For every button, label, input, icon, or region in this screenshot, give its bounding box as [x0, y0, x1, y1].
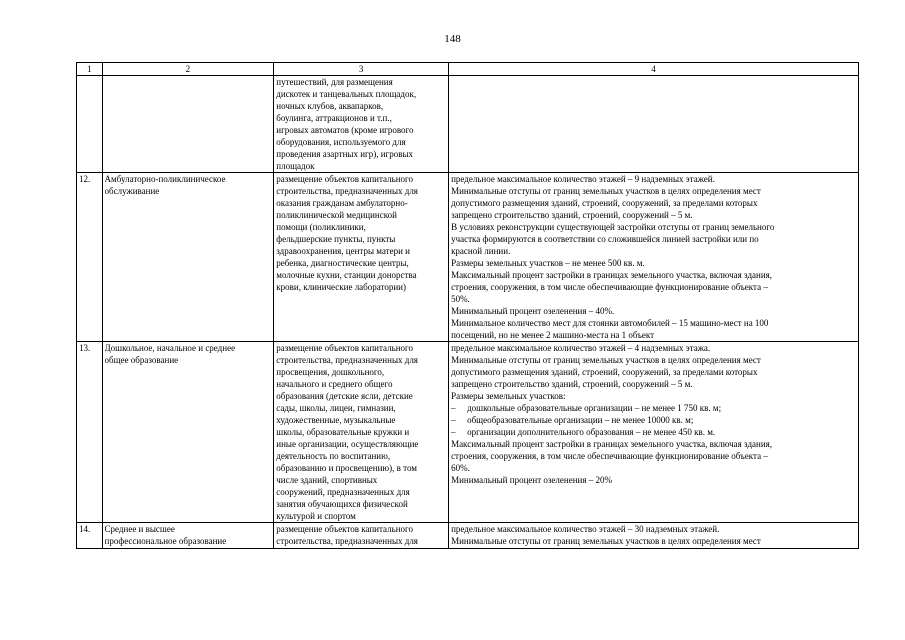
parameters-line: запрещено строительство зданий, строений, сооружений – 5 м. — [451, 210, 693, 220]
parameters-line: 60%. — [451, 463, 470, 473]
use-description-line: молочные кухни, станции донорства — [276, 270, 417, 280]
parameters-line: 50%. — [451, 294, 470, 304]
use-description-line: поликлинической медицинской — [276, 210, 397, 220]
use-type-name-line: профессиональное образование — [104, 536, 227, 546]
use-description-line: образованию и просвещению), в том — [276, 463, 417, 473]
parameters-line: Минимальные отступы от границ земельных участков в целях определения мест — [451, 536, 761, 546]
use-description-line: боулинга, аттракционов и т.п., — [276, 113, 392, 123]
use-description-line: размещение объектов капитального — [276, 174, 413, 184]
list-item-text: дошкольные образовательные организации – не менее 1 750 кв. м; — [467, 403, 722, 413]
parameters-line: Минимальный процент озеленения – 20% — [451, 475, 612, 485]
use-description-line: строительства, предназначенных для — [276, 536, 418, 546]
parameters-line: Минимальный процент озеленения – 40%. — [451, 306, 615, 316]
parameters-cell — [449, 342, 859, 523]
use-description-line: размещение объектов капитального — [276, 524, 413, 534]
use-description-line: игровых автоматов (кроме игрового — [276, 125, 414, 135]
use-description-line: сооружений, предназначенных для — [276, 487, 410, 497]
use-type-name-line: общее образование — [104, 355, 179, 365]
use-description-line: размещение объектов капитального — [276, 343, 413, 353]
use-type-name-line: Дошкольное, начальное и среднее — [104, 343, 236, 353]
header-row — [77, 63, 859, 76]
parameters-line: строения, сооружения, в том числе обеспечивающие функционирование объекта – — [451, 282, 768, 292]
parameters-line: допустимого размещения зданий, строений, сооружений, за пределами которых — [451, 367, 758, 377]
parameters-line — [451, 414, 856, 426]
use-description-line: школы, образовательные кружки и — [276, 427, 410, 437]
parameters-cell — [449, 76, 859, 173]
use-description-line: проведения азартных игр), игровых — [276, 149, 414, 159]
list-dash: – — [451, 403, 456, 413]
use-description-line: сады, школы, лицеи, гимназии, — [276, 403, 396, 413]
use-type-name-cell — [102, 76, 274, 173]
parameters-line: красной линии. — [451, 246, 511, 256]
list-dash: – — [451, 427, 456, 437]
row-number: 13. — [77, 342, 103, 523]
use-description-line: крови, клинические лаборатории) — [276, 282, 406, 292]
parameters-line: Минимальные отступы от границ земельных участков в целях определения мест — [451, 186, 761, 196]
use-description-line: просвещения, дошкольного, — [276, 367, 385, 377]
use-description-line: дискотек и танцевальных площадок, — [276, 89, 417, 99]
parameters-line: Размеры земельных участков: — [451, 391, 566, 401]
use-description-line: культурой и спортом — [276, 511, 356, 521]
use-description-cell — [274, 76, 449, 173]
header-cell-4: 4 — [449, 63, 859, 76]
use-description-line: строительства, предназначенных для — [276, 355, 418, 365]
parameters-line — [451, 426, 856, 438]
parameters-line: посещений, но не менее 2 машино-места на 1 объект — [451, 330, 655, 340]
row-number: 14. — [77, 523, 103, 549]
use-description-line: оборудования, используемого для — [276, 137, 406, 147]
use-description-line: помощи (поликлиники, — [276, 222, 366, 232]
parameters-line: Минимальное количество мест для стоянки автомобилей – 15 машино-мест на 100 — [451, 318, 769, 328]
use-description-line: площадок — [276, 161, 315, 171]
use-description-line: иные организации, осуществляющие — [276, 439, 419, 449]
parameters-line: предельное максимальное количество этажей – 30 надземных этажей. — [451, 524, 720, 534]
list-item-text: организации дополнительного образования – не менее 450 кв. м. — [467, 427, 716, 437]
parameters-line: Минимальные отступы от границ земельных участков в целях определения мест — [451, 355, 761, 365]
header-cell-1: 1 — [77, 63, 103, 76]
use-description-line: фельдшерские пункты, пункты — [276, 234, 396, 244]
parameters-line: Максимальный процент застройки в границах земельного участка, включая здания, — [451, 270, 773, 280]
table-row — [77, 523, 859, 549]
list-item-text: общеобразовательные организации – не менее 10000 кв. м; — [467, 415, 694, 425]
parameters-line: строения, сооружения, в том числе обеспечивающие функционирование объекта – — [451, 451, 768, 461]
row-number — [77, 76, 103, 173]
use-description-line: числе зданий, спортивных — [276, 475, 378, 485]
use-type-name-cell — [102, 523, 274, 549]
use-type-name-line: Амбулаторно-поликлиническое — [104, 174, 226, 184]
parameters-line: запрещено строительство зданий, строений, сооружений – 5 м. — [451, 379, 693, 389]
use-description-line: образования (детские ясли, детские — [276, 391, 413, 401]
page-number: 148 — [444, 33, 461, 45]
parameters-line — [451, 402, 856, 414]
use-type-name-line: обслуживание — [104, 186, 160, 196]
use-type-name-cell — [102, 173, 274, 342]
use-description-line: ночных клубов, аквапарков, — [276, 101, 384, 111]
use-description-line: строительства, предназначенных для — [276, 186, 418, 196]
header-cell-3: 3 — [274, 63, 449, 76]
row-number: 12. — [77, 173, 103, 342]
use-description-line: оказания гражданам амбулаторно- — [276, 198, 408, 208]
use-type-name-cell — [102, 342, 274, 523]
use-description-line: занятия обучающихся физической — [276, 499, 408, 509]
parameters-cell — [449, 523, 859, 549]
header-cell-2: 2 — [102, 63, 274, 76]
use-description-cell — [274, 173, 449, 342]
parameters-line: предельное максимальное количество этажей – 9 надземных этажей. — [451, 174, 715, 184]
zoning-table — [76, 62, 859, 549]
use-description-line: деятельность по воспитанию, — [276, 451, 391, 461]
table-row — [77, 342, 859, 523]
parameters-line: предельное максимальное количество этажей – 4 надземных этажа. — [451, 343, 711, 353]
use-description-cell — [274, 342, 449, 523]
parameters-line: В условиях реконструкции существующей застройки отступы от границ земельного — [451, 222, 775, 232]
use-type-name-line: Среднее и высшее — [104, 524, 175, 534]
table-row — [77, 173, 859, 342]
use-description-line: художественные, музыкальные — [276, 415, 396, 425]
parameters-line: допустимого размещения зданий, строений, сооружений, за пределами которых — [451, 198, 758, 208]
use-description-line: здравоохранения, центры матери и — [276, 246, 410, 256]
table-row — [77, 76, 859, 173]
parameters-line: участка формируются в соответствии со сложившейся линией застройки или по — [451, 234, 759, 244]
use-description-line: начального и среднего общего — [276, 379, 393, 389]
parameters-line: Максимальный процент застройки в границах земельного участка, включая здания, — [451, 439, 773, 449]
use-description-line: ребенка, диагностические центры, — [276, 258, 409, 268]
parameters-line: Размеры земельных участков – не менее 500 кв. м. — [451, 258, 645, 268]
use-description-line: путешествий, для размещения — [276, 77, 393, 87]
parameters-cell — [449, 173, 859, 342]
use-description-cell — [274, 523, 449, 549]
list-dash: – — [451, 415, 456, 425]
